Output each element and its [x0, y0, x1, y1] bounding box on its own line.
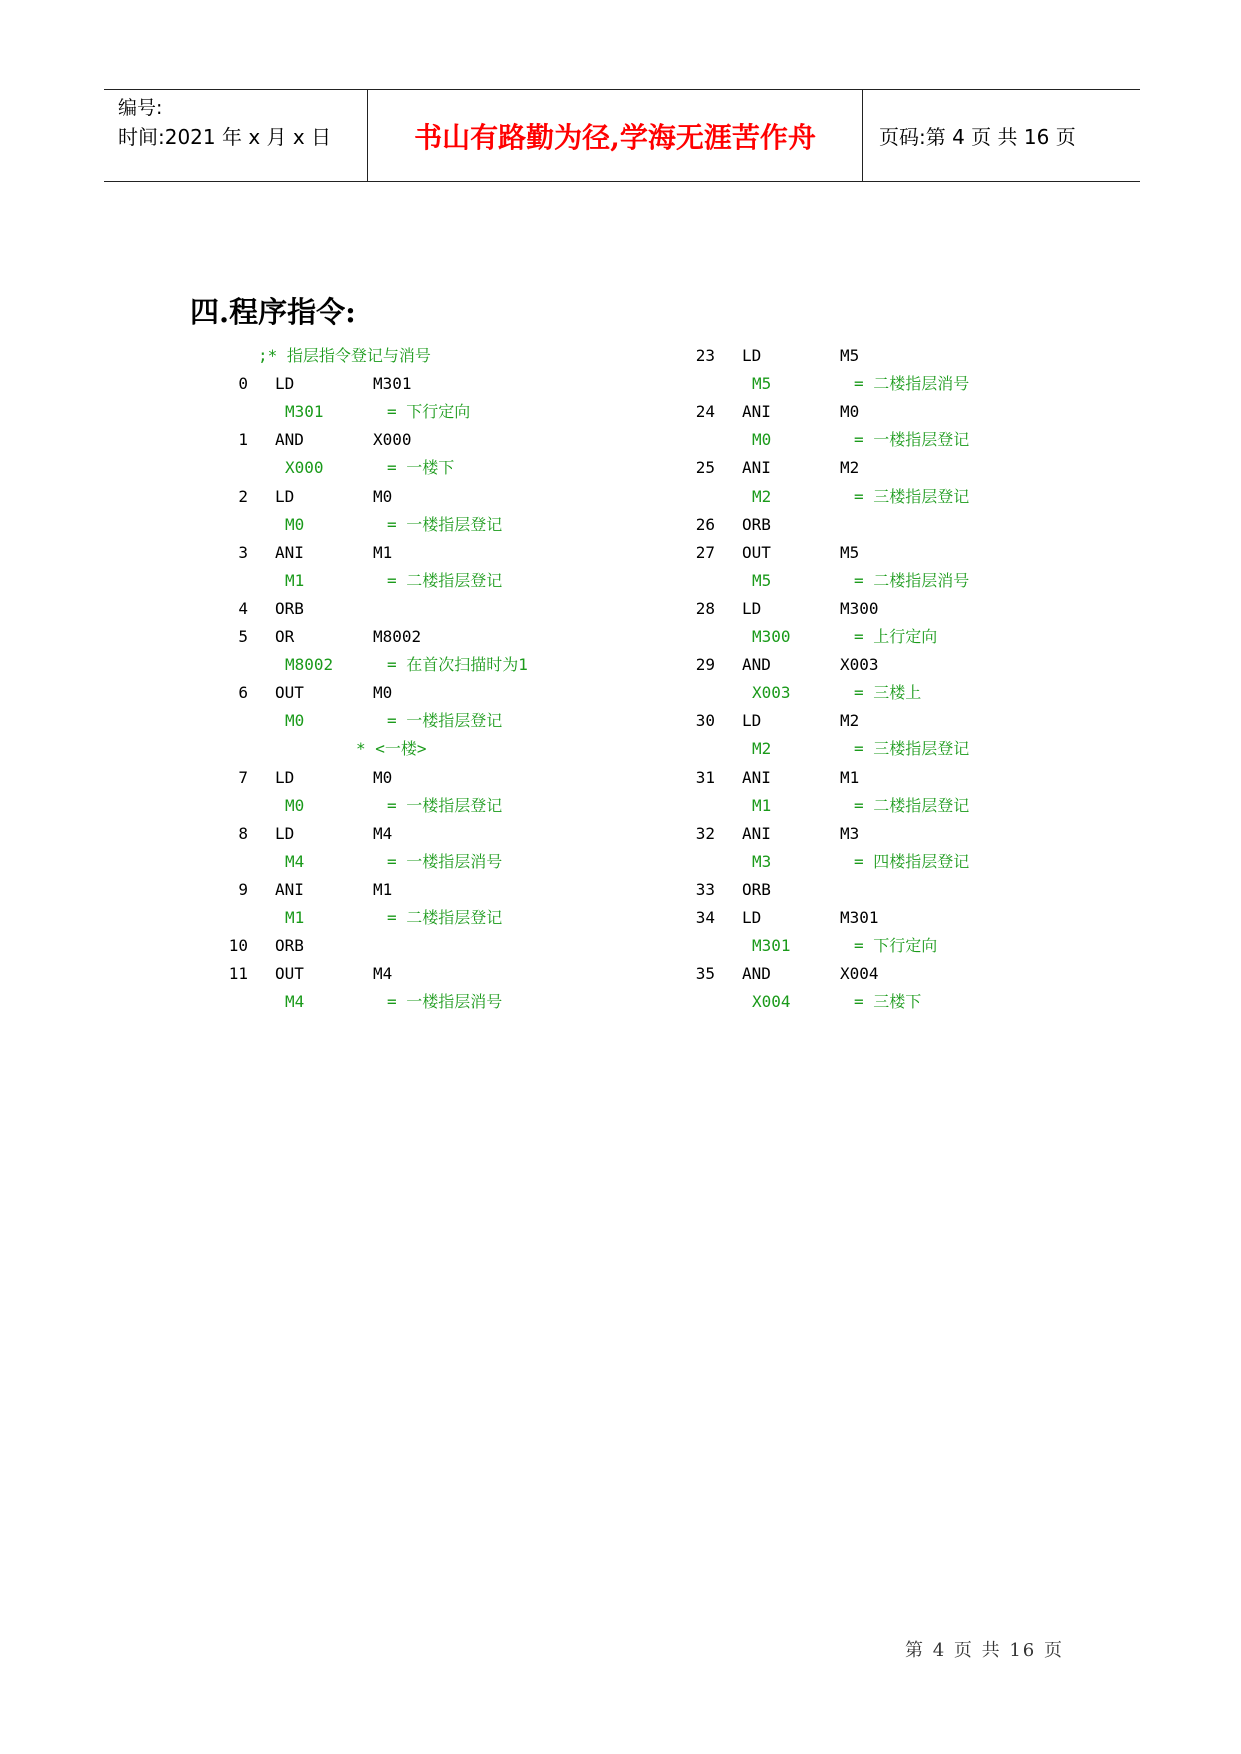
- instruction-operand: M4: [373, 964, 393, 984]
- instruction-operand: M301: [373, 374, 412, 394]
- instruction-mnemonic: LD: [275, 486, 295, 506]
- instruction-mnemonic: ORB: [275, 936, 304, 956]
- device-comment-text: = 下行定向: [854, 936, 938, 956]
- device-comment-name: X000: [285, 458, 324, 478]
- step-number: 9: [238, 879, 248, 899]
- instruction-operand: M2: [840, 458, 860, 478]
- instruction-operand: M0: [840, 402, 860, 422]
- instruction-operand: M0: [373, 486, 393, 506]
- device-comment-text: = 二楼指层登记: [854, 795, 970, 815]
- instruction-operand: M1: [373, 879, 393, 899]
- instruction-mnemonic: ANI: [742, 767, 771, 787]
- device-comment-name: M300: [752, 627, 791, 646]
- header-motto: 书山有路勤为径,学海无涯苦作舟: [368, 90, 863, 181]
- instruction-operand: M2: [840, 711, 860, 731]
- page-footer: 第 4 页 共 16 页: [905, 1640, 1064, 1661]
- instruction-mnemonic: OUT: [742, 542, 771, 562]
- step-number: 0: [238, 374, 248, 394]
- device-comment-name: M301: [285, 402, 324, 422]
- step-number: 2: [238, 486, 248, 506]
- device-comment-text: = 一楼指层登记: [387, 795, 503, 815]
- device-comment-name: M0: [752, 430, 772, 450]
- device-comment-text: = 一楼指层登记: [387, 514, 503, 534]
- device-comment-text: = 一楼下: [387, 458, 455, 478]
- device-comment-text: = 二楼指层消号: [854, 570, 970, 590]
- instruction-operand: M300: [840, 598, 879, 618]
- device-comment-name: M3: [752, 851, 772, 871]
- device-comment-text: = 下行定向: [387, 402, 471, 422]
- instruction-mnemonic: LD: [275, 374, 295, 394]
- step-number: 5: [238, 627, 248, 646]
- instruction-operand: M1: [840, 767, 860, 787]
- device-comment-text: = 一楼指层消号: [387, 992, 503, 1012]
- device-comment-text: = 一楼指层登记: [387, 711, 503, 731]
- instruction-mnemonic: ANI: [275, 542, 304, 562]
- device-comment-name: M5: [752, 374, 772, 394]
- device-comment-text: = 三楼上: [854, 683, 922, 703]
- device-comment-text: = 二楼指层消号: [854, 374, 970, 394]
- instruction-mnemonic: AND: [742, 655, 771, 675]
- device-comment-text: = 二楼指层登记: [387, 570, 503, 590]
- step-number: 27: [695, 542, 715, 562]
- device-comment-name: M0: [285, 795, 305, 815]
- device-comment-name: X004: [752, 992, 791, 1012]
- device-comment-text: = 一楼指层消号: [387, 851, 503, 871]
- step-number: 8: [238, 823, 248, 843]
- section-title: 四.程序指令:: [190, 295, 356, 329]
- instruction-operand: M0: [373, 767, 393, 787]
- instruction-operand: M8002: [373, 627, 422, 646]
- instruction-mnemonic: ANI: [742, 458, 771, 478]
- device-comment-text: = 在首次扫描时为1: [387, 655, 528, 675]
- instruction-operand: M3: [840, 823, 860, 843]
- instruction-operand: M0: [373, 683, 393, 703]
- device-comment-text: = 三楼指层登记: [854, 739, 970, 759]
- instruction-mnemonic: OUT: [275, 683, 304, 703]
- instruction-mnemonic: LD: [275, 823, 295, 843]
- instruction-mnemonic: LD: [742, 598, 762, 618]
- device-comment-name: M4: [285, 851, 305, 871]
- instruction-mnemonic: ORB: [742, 879, 771, 899]
- instruction-operand: X003: [840, 655, 879, 675]
- step-number: 6: [238, 683, 248, 703]
- instruction-mnemonic: ORB: [275, 598, 304, 618]
- instruction-mnemonic: AND: [742, 964, 771, 984]
- step-number: 28: [695, 598, 715, 618]
- step-number: 32: [695, 823, 715, 843]
- step-number: 23: [695, 346, 715, 365]
- device-comment-text: = 上行定向: [854, 627, 938, 646]
- instruction-operand: M4: [373, 823, 393, 843]
- instruction-mnemonic: ORB: [742, 514, 771, 534]
- instruction-mnemonic: OUT: [275, 964, 304, 984]
- step-number: 10: [228, 936, 248, 956]
- instruction-mnemonic: ANI: [275, 879, 304, 899]
- step-number: 35: [695, 964, 715, 984]
- section-comment: * <一楼>: [356, 739, 427, 759]
- device-comment-name: M1: [285, 570, 305, 590]
- device-comment-name: M8002: [285, 655, 334, 675]
- step-number: 34: [695, 908, 715, 927]
- step-number: 7: [238, 767, 248, 787]
- device-comment-text: = 二楼指层登记: [387, 908, 503, 927]
- instruction-mnemonic: LD: [742, 908, 762, 927]
- instruction-operand: M5: [840, 542, 860, 562]
- instruction-operand: X000: [373, 430, 412, 450]
- step-number: 30: [695, 711, 715, 731]
- step-number: 11: [228, 964, 248, 984]
- header-info-cell: [104, 90, 368, 181]
- step-number: 33: [695, 879, 715, 899]
- instruction-mnemonic: LD: [742, 711, 762, 731]
- device-comment-name: M1: [752, 795, 772, 815]
- step-number: 26: [695, 514, 715, 534]
- instruction-operand: X004: [840, 964, 879, 984]
- instruction-mnemonic: AND: [275, 430, 304, 450]
- instruction-mnemonic: ANI: [742, 823, 771, 843]
- step-number: 25: [695, 458, 715, 478]
- device-comment-name: M2: [752, 739, 772, 759]
- device-comment-name: M2: [752, 486, 772, 506]
- step-number: 24: [695, 402, 715, 422]
- device-comment-text: = 一楼指层登记: [854, 430, 970, 450]
- device-comment-text: = 四楼指层登记: [854, 851, 970, 871]
- instruction-mnemonic: LD: [275, 767, 295, 787]
- step-number: 3: [238, 542, 248, 562]
- device-comment-name: M1: [285, 908, 305, 927]
- device-comment-text: = 三楼指层登记: [854, 486, 970, 506]
- step-number: 31: [695, 767, 715, 787]
- page-header: [104, 89, 1140, 182]
- step-number: 1: [238, 430, 248, 450]
- doc-time-label: 时间:2021 年 x 月 x 日: [118, 125, 332, 149]
- instruction-mnemonic: LD: [742, 346, 762, 365]
- device-comment-text: = 三楼下: [854, 992, 922, 1012]
- step-number: 4: [238, 598, 248, 618]
- device-comment-name: M0: [285, 514, 305, 534]
- instruction-operand: M301: [840, 908, 879, 927]
- step-number: 29: [695, 655, 715, 675]
- instruction-operand: M1: [373, 542, 393, 562]
- device-comment-name: M5: [752, 570, 772, 590]
- device-comment-name: M301: [752, 936, 791, 956]
- instruction-operand: M5: [840, 346, 860, 365]
- device-comment-name: M0: [285, 711, 305, 731]
- doc-code-label: 编号:: [118, 97, 163, 119]
- device-comment-name: M4: [285, 992, 305, 1012]
- block-comment: ;* 指层指令登记与消号: [258, 346, 431, 365]
- device-comment-name: X003: [752, 683, 791, 703]
- instruction-mnemonic: OR: [275, 627, 295, 646]
- header-page-label: 页码:第 4 页 共 16 页: [879, 125, 1076, 149]
- instruction-mnemonic: ANI: [742, 402, 771, 422]
